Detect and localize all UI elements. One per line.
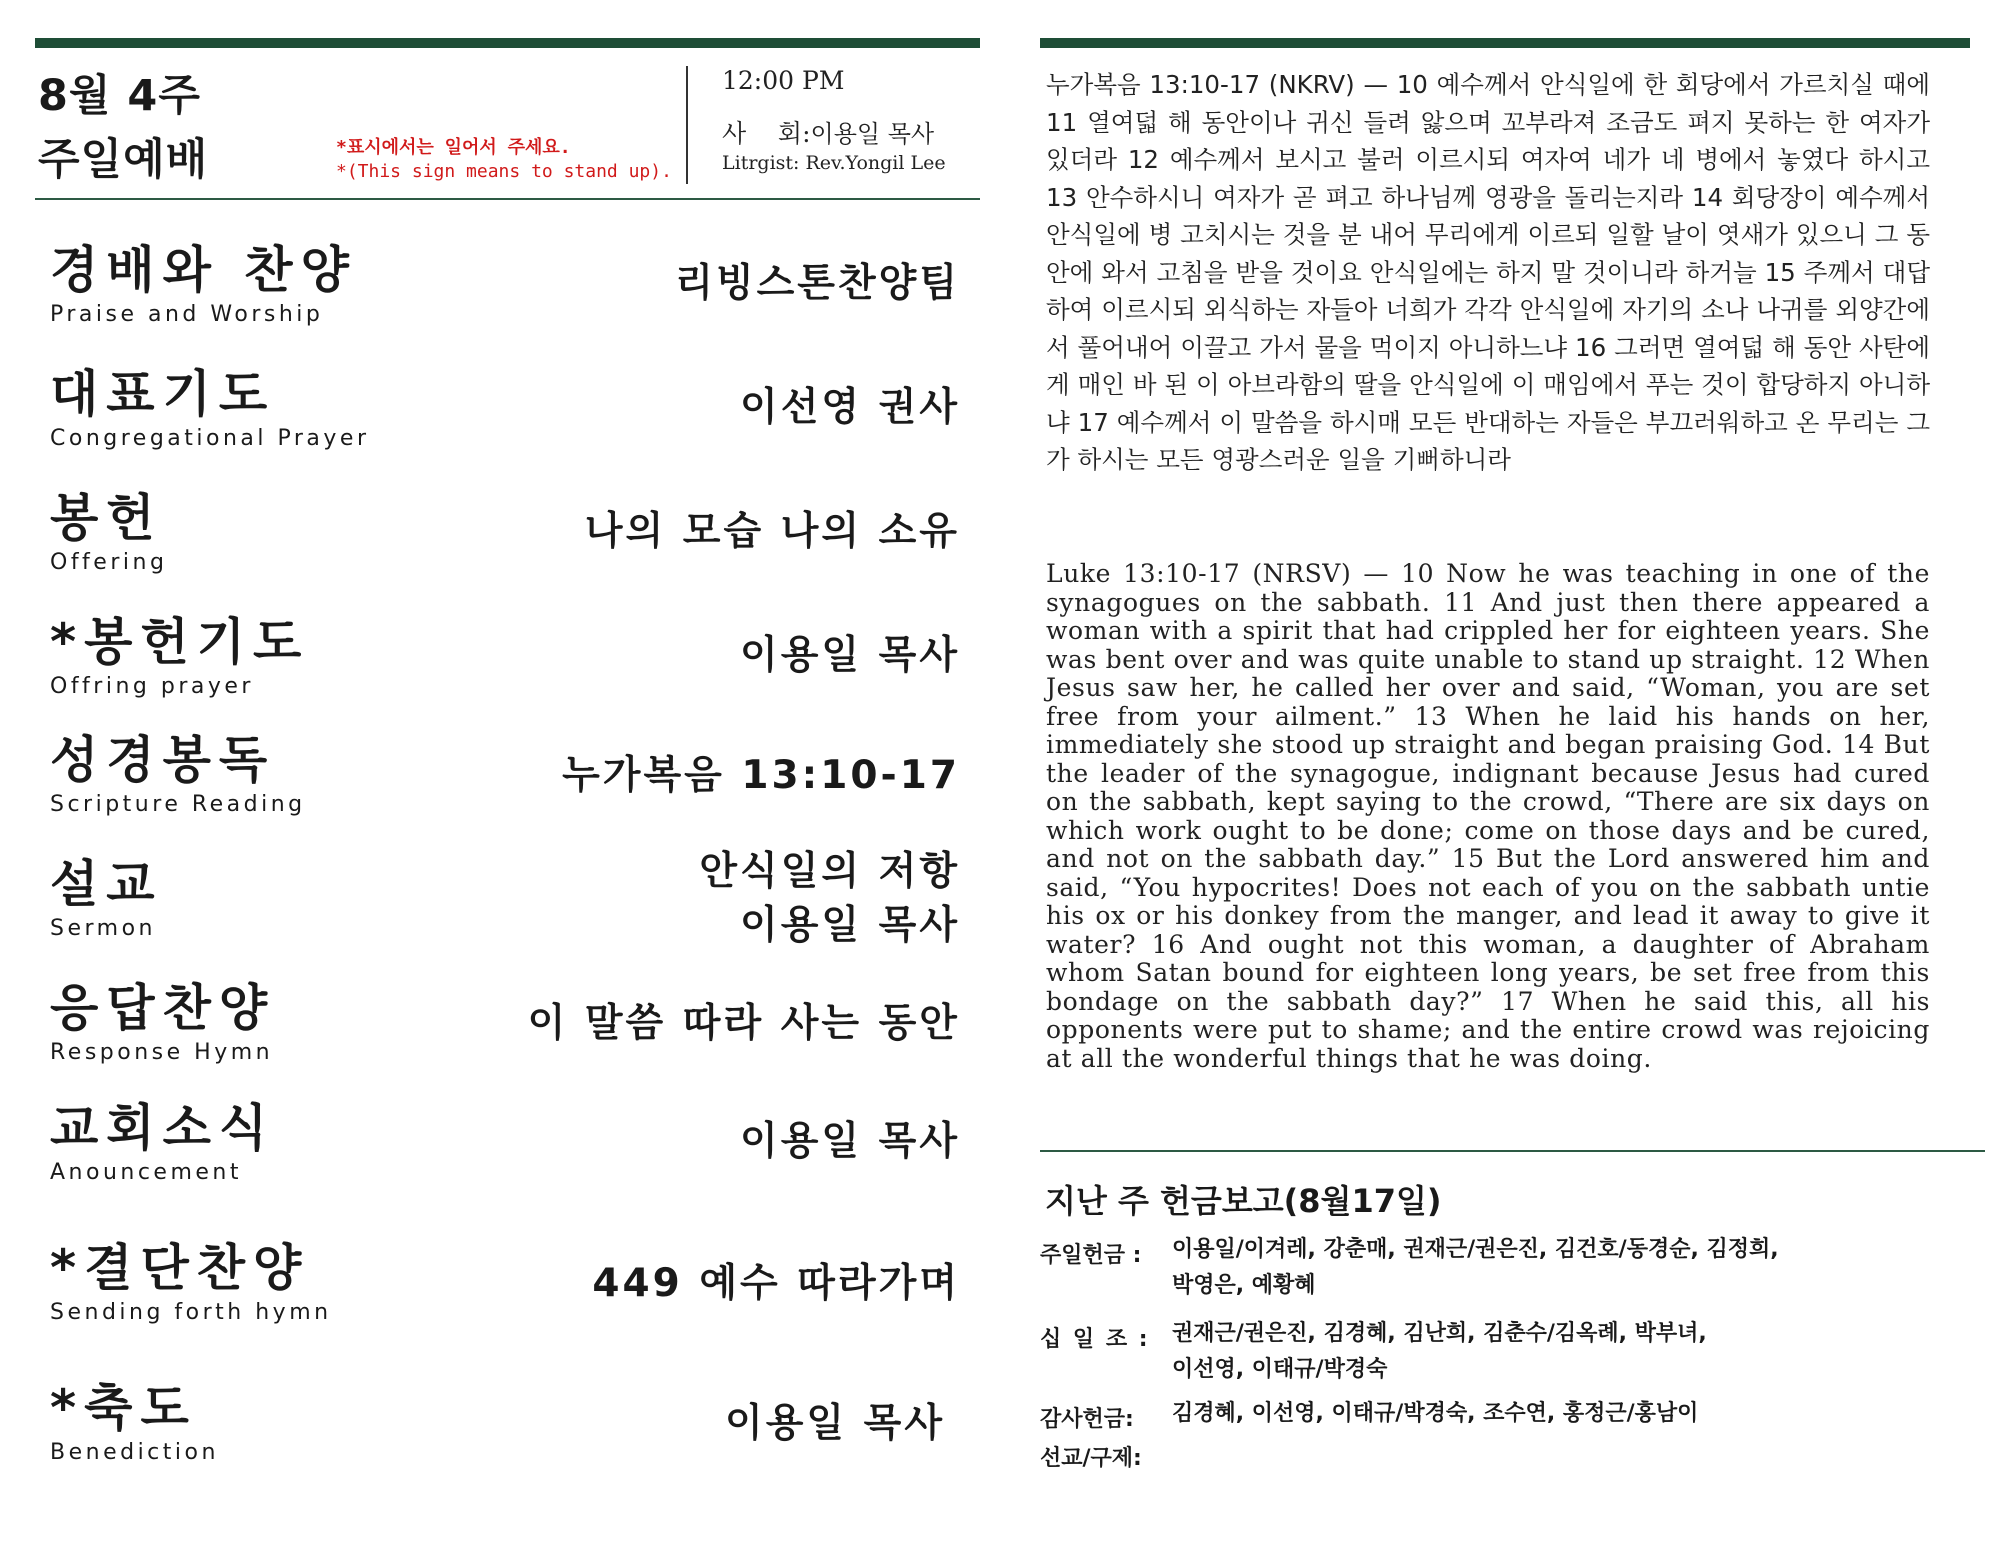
item-leader: 이용일 목사 bbox=[725, 1401, 945, 1446]
item-leader: 누가복음 13:10-17 bbox=[562, 753, 960, 798]
item-leader-2: 이용일 목사 bbox=[740, 903, 960, 948]
stand-note-en: *(This sign means to stand up). bbox=[336, 161, 672, 182]
item-en: Response Hymn bbox=[50, 1040, 274, 1065]
item-en: Anouncement bbox=[50, 1160, 243, 1185]
item-en: Praise and Worship bbox=[50, 302, 324, 327]
item-ko: 봉헌 bbox=[50, 489, 163, 547]
item-ko: 성경봉독 bbox=[50, 731, 276, 789]
item-ko: *축도 bbox=[50, 1379, 197, 1437]
item-ko: 응답찬양 bbox=[50, 979, 276, 1037]
host-line bbox=[722, 114, 934, 150]
scripture-rule bbox=[1040, 1150, 1985, 1152]
week-label: 8월 4주 bbox=[38, 71, 201, 121]
item-en: Offring prayer bbox=[50, 674, 254, 699]
item-ko: *봉헌기도 bbox=[50, 613, 310, 671]
names-line: 이용일/이겨레, 강춘매, 권재근/권은진, 김건호/동경순, 김정희, bbox=[1172, 1237, 1779, 1262]
service-time: 12:00 PM bbox=[722, 66, 845, 95]
report-names-thanks bbox=[1172, 1396, 1698, 1432]
item-ko: 설교 bbox=[50, 855, 163, 913]
item-ko: *결단찬양 bbox=[50, 1239, 310, 1297]
item-ko: 대표기도 bbox=[50, 365, 276, 423]
report-names-sunday bbox=[1172, 1232, 1779, 1304]
scripture-korean: 누가복음 13:10-17 (NKRV) — 10 예수께서 안식일에 한 회당에서 가르치실 때에 11 열여덟 해 동안이나 귀신 들려 앓으며 꼬부라져 조금도 펴지 못하는 한 여자가 있더라 12 예수께서 보시고 불러 이르시되 여자여 네가 네 병에서 놓였다 하시고 13 안수하시니 여자가 곧 펴고 하나님께 영광을 돌리는지라 14 회당장이 예수께서 안식일에 병 고치시는 것을 분 내어 무리에게 이르되 일할 날이 엿새가 있으니 그 동안에 와서 고침을 받을 것이요 안식일에는 하지 말 것이니라 하거늘 15 주께서 대답하여 이르시되 외식하는 자들아 너희가 각각 안식일에 자기의 소나 나귀를 외양간에서 풀어내어 이끌고 가서 물을 먹이지 아니하느냐 16 그러면 열여덟 해 동안 사탄에게 매인 바 된 이 아브라함의 딸을 안식일에 이 매임에서 푸는 것이 합당하지 아니하냐 17 예수께서 이 말씀을 하시매 모든 반대하는 자들은 부끄러워하고 온 무리는 그가 하시는 모든 영광스러운 일을 기뻐하니라 bbox=[1046, 70, 1930, 474]
item-leader: 안식일의 저항 bbox=[699, 849, 960, 894]
names-line: 김경혜, 이선영, 이태규/박경숙, 조수연, 홍정근/홍남이 bbox=[1172, 1401, 1699, 1426]
names-line: 권재근/권은진, 김경혜, 김난희, 김춘수/김옥례, 박부녀, bbox=[1172, 1321, 1707, 1346]
report-label-sunday: 주일헌금 : bbox=[1040, 1243, 1142, 1268]
item-leader: 이용일 목사 bbox=[740, 633, 960, 678]
item-en: Offering bbox=[50, 550, 168, 575]
scripture-english: Luke 13:10-17 (NRSV) — 10 Now he was teaching in one of the synagogues on the sabbath. 11 And just then there appeared a woman with a spirit that had crippled her for eighteen years. She was bent over and was quite unable to stand up straight. 12 When Jesus saw her, he called her over and said, “Woman, you are set free from your ailment.” 13 When he laid his hands on her, immediately she stood up straight and began praising God. 14 But the leader of the synagogue, indignant because Jesus had cured on the sabbath, kept saying to the crowd, “There are six days on which work ought to be done; come on those days and be cured, and not on the sabbath day.” 15 But the Lord answered him and said, “You hypocrites! Does not each of you on the sabbath untie his ox or his donkey from the manger, and lead it away to give it water? 16 And ought not this woman, a daughter of Abraham whom Satan bound for eighteen long years, be set free from this bondage on the sabbath day?” 17 When he said this, all his opponents were put to shame; and the entire crowd was rejoicing at all the wonderful things that he was doing. bbox=[1046, 559, 1930, 1073]
top-bar-right bbox=[1040, 38, 1970, 48]
service-title: 주일예배 bbox=[38, 135, 209, 185]
item-en: Congregational Prayer bbox=[50, 426, 370, 451]
item-en: Scripture Reading bbox=[50, 792, 306, 817]
item-en: Sermon bbox=[50, 916, 156, 941]
names-line: 이선영, 이태규/박경숙 bbox=[1172, 1357, 1388, 1382]
report-label-tithe: 십 일 조 : bbox=[1040, 1327, 1150, 1352]
item-ko: 경배와 찬양 bbox=[50, 241, 357, 299]
offering-report-title: 지난 주 헌금보고(8월17일) bbox=[1045, 1182, 1442, 1220]
host-label: 사 회: bbox=[722, 119, 811, 148]
item-leader: 나의 모습 나의 소유 bbox=[584, 509, 960, 554]
item-leader: 449 예수 따라가며 bbox=[592, 1261, 960, 1306]
item-leader: 리빙스톤찬양팀 bbox=[675, 261, 960, 306]
names-line: 박영은, 예황혜 bbox=[1172, 1273, 1316, 1298]
item-en: Benediction bbox=[50, 1440, 219, 1465]
stand-note-ko: *표시에서는 일어서 주세요. bbox=[336, 137, 571, 158]
report-label-thanks: 감사헌금: bbox=[1040, 1407, 1134, 1432]
item-leader: 이 말씀 따라 사는 동안 bbox=[527, 1001, 960, 1046]
report-names-tithe bbox=[1172, 1316, 1707, 1388]
item-leader: 이선영 권사 bbox=[740, 385, 960, 430]
liturgist: Litrgist: Rev.Yongil Lee bbox=[722, 152, 946, 174]
header-rule bbox=[35, 198, 980, 200]
host-name: 이용일 목사 bbox=[810, 120, 935, 148]
header-divider bbox=[686, 66, 688, 184]
report-label-mission: 선교/구제: bbox=[1040, 1446, 1142, 1471]
item-ko: 교회소식 bbox=[50, 1099, 276, 1157]
item-en: Sending forth hymn bbox=[50, 1300, 332, 1325]
item-leader: 이용일 목사 bbox=[740, 1119, 960, 1164]
top-bar-left bbox=[35, 38, 980, 48]
